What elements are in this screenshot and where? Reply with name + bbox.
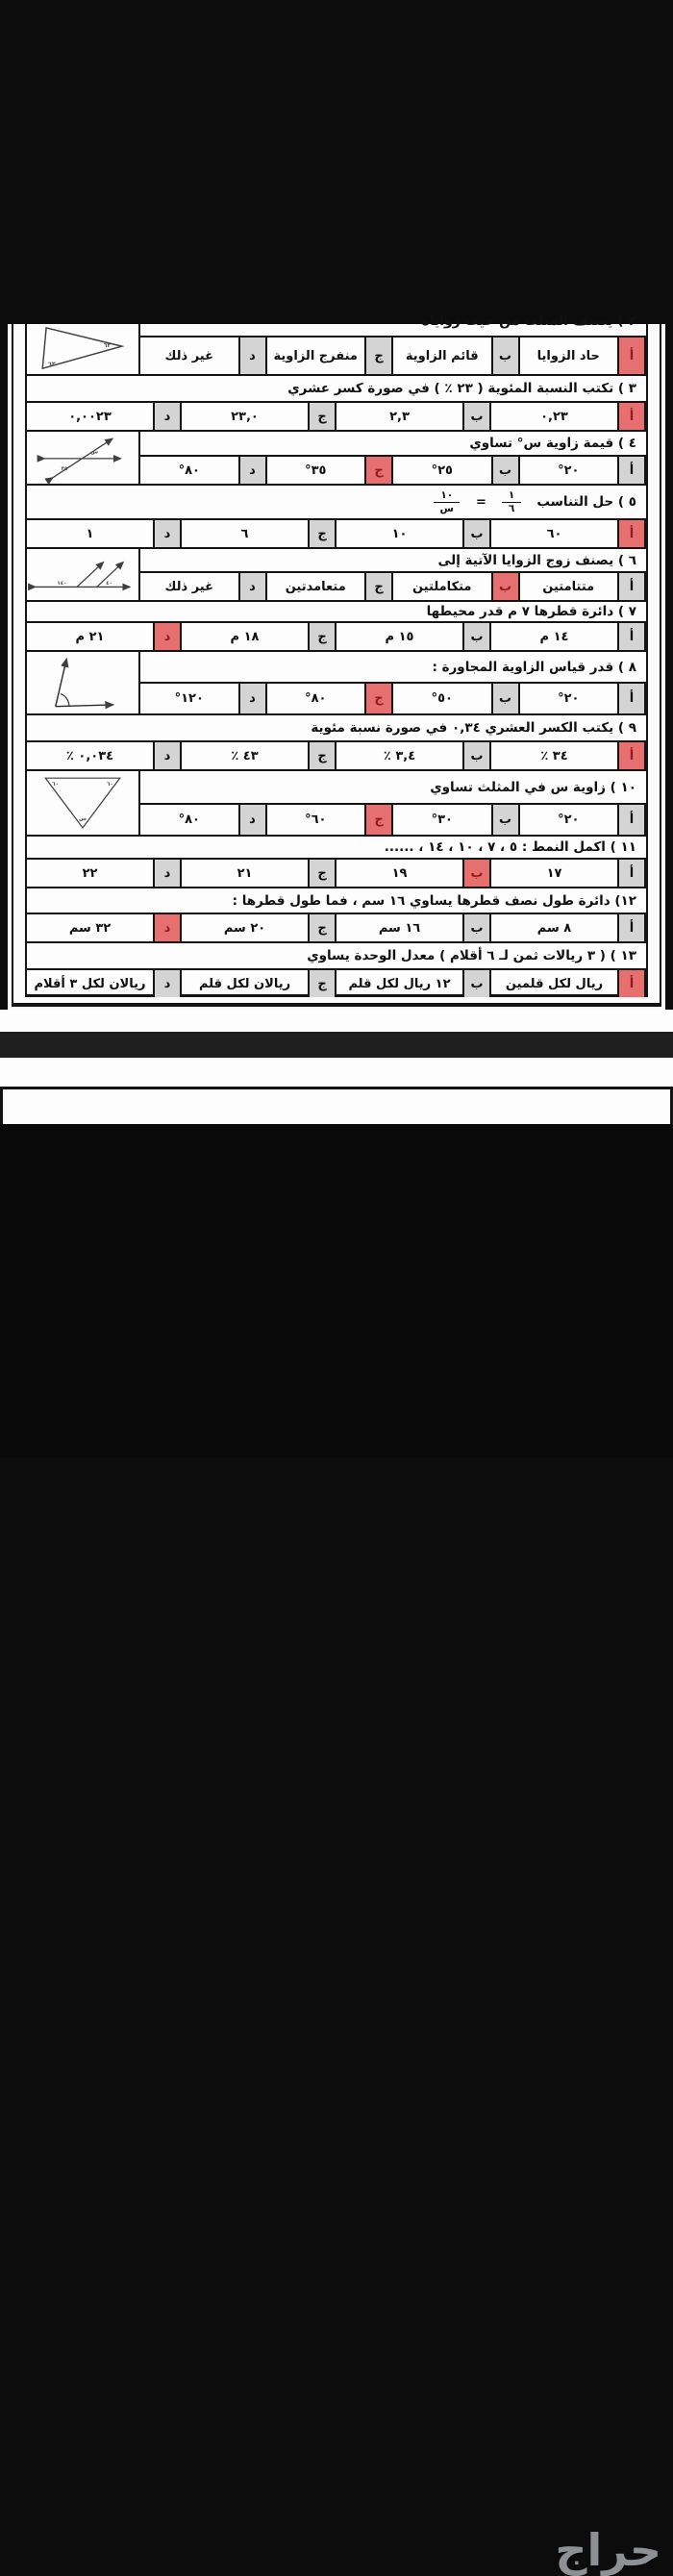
question-9-text-row: [27, 715, 646, 742]
option-letter-d: د: [153, 860, 182, 887]
option-letter-b: ب: [491, 457, 520, 484]
option-letter-d: د: [153, 914, 182, 941]
option-letter-c: ج: [308, 914, 336, 941]
option-answer-c: منفرج الزاوية: [273, 348, 358, 363]
worksheet-document: [8, 313, 665, 1010]
option-answer-c: ٢٠ سم: [223, 920, 266, 936]
option-answer-b: قائم الزاوية: [405, 348, 479, 363]
option-letter-a: أ: [617, 914, 646, 941]
question-13-answers: [27, 970, 646, 997]
question-13-text-row: [27, 943, 646, 970]
option-letter-d: د: [153, 403, 182, 430]
option-letter-d: د: [153, 970, 182, 997]
question-13: [27, 943, 646, 997]
white-strip-2: [0, 1058, 673, 1087]
fraction-ten-over-x: $\frac{١٠}{\text{س}}$: [434, 489, 461, 513]
question-7-text-row: [27, 602, 646, 623]
right-triangle-figure: [27, 324, 140, 374]
option-answer-d: ٠,٠٠٢٣: [68, 409, 112, 424]
option-letter-b: ب: [491, 573, 520, 600]
option-letter-d: د: [238, 684, 267, 713]
option-answer-b: ٣٠°: [431, 813, 453, 827]
option-answer-d: غير ذلك: [164, 348, 213, 363]
question-7: [27, 602, 646, 652]
option-letter-d: د: [238, 457, 267, 484]
option-letter-c: ج: [364, 684, 393, 713]
option-letter-c: ج: [364, 573, 393, 600]
question-11: [27, 837, 646, 888]
option-answer-c: ٨٠°: [305, 691, 327, 706]
option-answer-b: ١٠: [391, 526, 408, 541]
question-5-answers: [27, 520, 646, 547]
option-answer-b: ٣,٤ ٪: [383, 748, 416, 763]
option-answer-c: متعامدتين: [285, 579, 346, 594]
question-7-answers: [27, 623, 646, 650]
option-answer-c: ٢١: [237, 865, 253, 881]
question-2-partial-text: ٢ ) يصنف المثلث من حيث زواياه: [421, 313, 636, 329]
option-answer-b: ١٩: [391, 865, 408, 881]
question-12-text: ١٢) دائرة طول نصف قطرها يساوي ١٦ سم ، فما طول قطرها :: [232, 892, 636, 909]
option-letter-a: أ: [617, 970, 646, 997]
question-9-text: ٩ ) يكتب الكسر العشري ٠,٣٤ في صورة نسبة مئوية: [311, 720, 636, 736]
adjacent-angle-figure: [27, 652, 140, 713]
equals-sign: =: [476, 494, 486, 510]
question-10: [27, 771, 646, 837]
question-8-text: ٨ ) قدر قياس الزاوية المجاورة :: [432, 659, 636, 675]
cut-off-white-panel: [0, 1087, 673, 1124]
question-8-text-row: [140, 652, 646, 684]
option-answer-d: ٨٠°: [178, 463, 200, 478]
option-answer-a: ٢٠°: [558, 813, 580, 827]
question-12: [27, 888, 646, 943]
option-letter-a: أ: [617, 805, 646, 835]
option-answer-a: ٠,٢٣: [540, 409, 568, 424]
option-answer-c: ريالان لكل قلم: [198, 976, 291, 991]
option-answer-d: ٣٢ سم: [68, 920, 112, 936]
option-letter-b: ب: [491, 805, 520, 835]
svg-text:س: س: [90, 449, 98, 456]
option-letter-d: د: [153, 742, 182, 769]
option-answer-d: ١: [86, 526, 94, 541]
option-answer-c: ٤٣ ٪: [231, 748, 259, 763]
option-answer-c: ٦٠°: [305, 813, 327, 827]
option-letter-d: د: [238, 805, 267, 835]
option-letter-c: ج: [364, 805, 393, 835]
question-11-answers: [27, 860, 646, 887]
option-answer-b: متكاملتين: [412, 579, 472, 594]
option-letter-d: د: [153, 520, 182, 547]
question-4-text: ٤ ) قيمة زاوية س° تساوي: [469, 436, 636, 451]
option-letter-b: ب: [462, 623, 491, 650]
svg-text:٤٠: ٤٠: [106, 580, 112, 587]
option-answer-a: ٢٠°: [558, 691, 580, 706]
question-10-text-row: [140, 771, 646, 805]
option-letter-a: أ: [617, 684, 646, 713]
option-answer-a: حاد الزوايا: [536, 348, 600, 363]
white-strip-1: [0, 1010, 673, 1032]
question-8: [27, 652, 646, 715]
option-answer-c: ٣٥°: [305, 463, 327, 478]
option-letter-b: ب: [462, 520, 491, 547]
question-12-answers: [27, 914, 646, 941]
option-answer-b: ٢٥°: [431, 463, 453, 478]
haraj-watermark: حراج: [555, 2524, 661, 2576]
option-answer-a: ١٧: [546, 865, 562, 881]
question-4-text-row: [140, 432, 646, 457]
question-table: [25, 313, 648, 997]
question-6-text: ٦ ) يصنف زوج الزوايا الآتية إلى: [437, 552, 636, 568]
question-6-text-row: [140, 549, 646, 573]
option-answer-c: ٦: [240, 526, 249, 541]
option-answer-a: ١٤ م: [539, 629, 569, 644]
svg-text:س: س: [79, 816, 87, 823]
option-letter-b: ب: [462, 970, 491, 997]
option-answer-b: ١٢ ريال لكل قلم: [348, 976, 451, 991]
option-answer-a: ٣٤ ٪: [540, 748, 568, 763]
svg-text:٣٥: ٣٥: [61, 465, 68, 472]
option-letter-c: ج: [308, 970, 336, 997]
supplementary-angles-figure: [27, 549, 140, 600]
option-letter-c: ج: [364, 338, 393, 374]
question-9: [27, 715, 646, 771]
question-3-text-row: [27, 376, 646, 403]
option-answer-d: ٢٢: [82, 865, 98, 881]
question-3-text: ٣ ) تكتب النسبة المئوية ( ٢٣ ٪ ) في صورة كسر عشري: [287, 381, 636, 396]
option-answer-d: ١٢٠°: [174, 691, 204, 706]
option-answer-d: ٢١ م: [75, 629, 105, 644]
question-11-text-row: [27, 837, 646, 860]
option-letter-c: ج: [364, 457, 393, 484]
question-2-text-row: [140, 313, 646, 338]
svg-text:١٤٠: ١٤٠: [57, 580, 67, 587]
option-letter-c: ج: [308, 742, 336, 769]
option-answer-d: غير ذلك: [164, 579, 213, 594]
option-answer-a: ٨ سم: [536, 920, 572, 936]
question-4-answers: [140, 457, 646, 484]
option-answer-b: ٢,٣: [389, 409, 410, 424]
option-letter-a: أ: [617, 860, 646, 887]
fraction-one-sixth: $\frac{١}{٦}$: [502, 489, 521, 513]
svg-text:٦٢: ٦٢: [103, 342, 112, 350]
question-5-text: ٥ ) حل التناسب: [536, 494, 636, 510]
question-5: [27, 486, 646, 549]
question-5-text-row: [27, 486, 646, 520]
inverted-triangle-figure: [27, 771, 140, 835]
option-letter-b: ب: [462, 403, 491, 430]
option-letter-b: ب: [491, 684, 520, 713]
option-letter-b: ب: [491, 338, 520, 374]
option-letter-a: أ: [617, 573, 646, 600]
question-10-answers: [140, 805, 646, 835]
option-answer-a: ٦٠: [546, 526, 562, 541]
question-2: [27, 313, 646, 376]
svg-text:٦٢: ٦٢: [48, 361, 56, 368]
option-letter-b: ب: [462, 914, 491, 941]
question-4: [27, 432, 646, 486]
option-letter-b: ب: [462, 860, 491, 887]
option-letter-d: د: [153, 623, 182, 650]
option-letter-a: أ: [617, 457, 646, 484]
question-13-text: ١٣ ) ( ٣ ريالات ثمن لـ ٦ أقلام ) معدل الوحدة يساوي: [307, 948, 636, 963]
question-8-answers: [140, 684, 646, 713]
transversal-lines-figure: [27, 432, 140, 484]
option-answer-d: ريالان لكل ٣ أقلام: [34, 976, 146, 991]
question-6-answers: [140, 573, 646, 600]
svg-text:٦٠: ٦٠: [107, 781, 113, 788]
question-10-text: ١٠ ) زاوية س في المثلث تساوي: [430, 779, 636, 795]
option-answer-a: ٢٠°: [558, 463, 580, 478]
option-answer-c: ٢٣,٠: [231, 409, 259, 424]
option-answer-d: ٨٠°: [178, 813, 200, 827]
option-letter-d: د: [238, 338, 267, 374]
question-12-text-row: [27, 888, 646, 914]
option-letter-c: ج: [308, 520, 336, 547]
question-7-text: ٧ ) دائرة قطرها ٧ م قدر محيطها: [426, 604, 636, 619]
option-answer-a: ريال لكل قلمين: [505, 976, 604, 991]
option-answer-b: ٥٠°: [431, 691, 453, 706]
question-11-text: ١١ ) اكمل النمط : ٥ ، ٧ ، ١٠ ، ١٤ ، ......: [384, 839, 636, 855]
option-answer-a: متتامتين: [542, 579, 595, 594]
bottom-black-area: [0, 1124, 673, 2576]
question-3-answers: [27, 403, 646, 430]
question-6: [27, 549, 646, 602]
dark-separator-bar: [0, 1032, 673, 1058]
option-letter-a: أ: [617, 623, 646, 650]
question-3: [27, 376, 646, 432]
option-letter-a: أ: [617, 742, 646, 769]
option-letter-a: أ: [617, 338, 646, 374]
option-answer-b: ١٦ سم: [378, 920, 421, 936]
option-answer-d: ٠,٠٣٤ ٪: [65, 748, 114, 763]
option-answer-b: ١٥ م: [385, 629, 414, 644]
option-answer-c: ١٨ م: [230, 629, 260, 644]
question-9-answers: [27, 742, 646, 769]
option-letter-a: أ: [617, 520, 646, 547]
option-letter-b: ب: [462, 742, 491, 769]
question-2-answers: [140, 338, 646, 374]
option-letter-d: د: [238, 573, 267, 600]
option-letter-c: ج: [308, 860, 336, 887]
option-letter-a: أ: [617, 403, 646, 430]
option-letter-c: ج: [308, 403, 336, 430]
svg-text:٦٠: ٦٠: [52, 781, 59, 788]
option-letter-c: ج: [308, 623, 336, 650]
